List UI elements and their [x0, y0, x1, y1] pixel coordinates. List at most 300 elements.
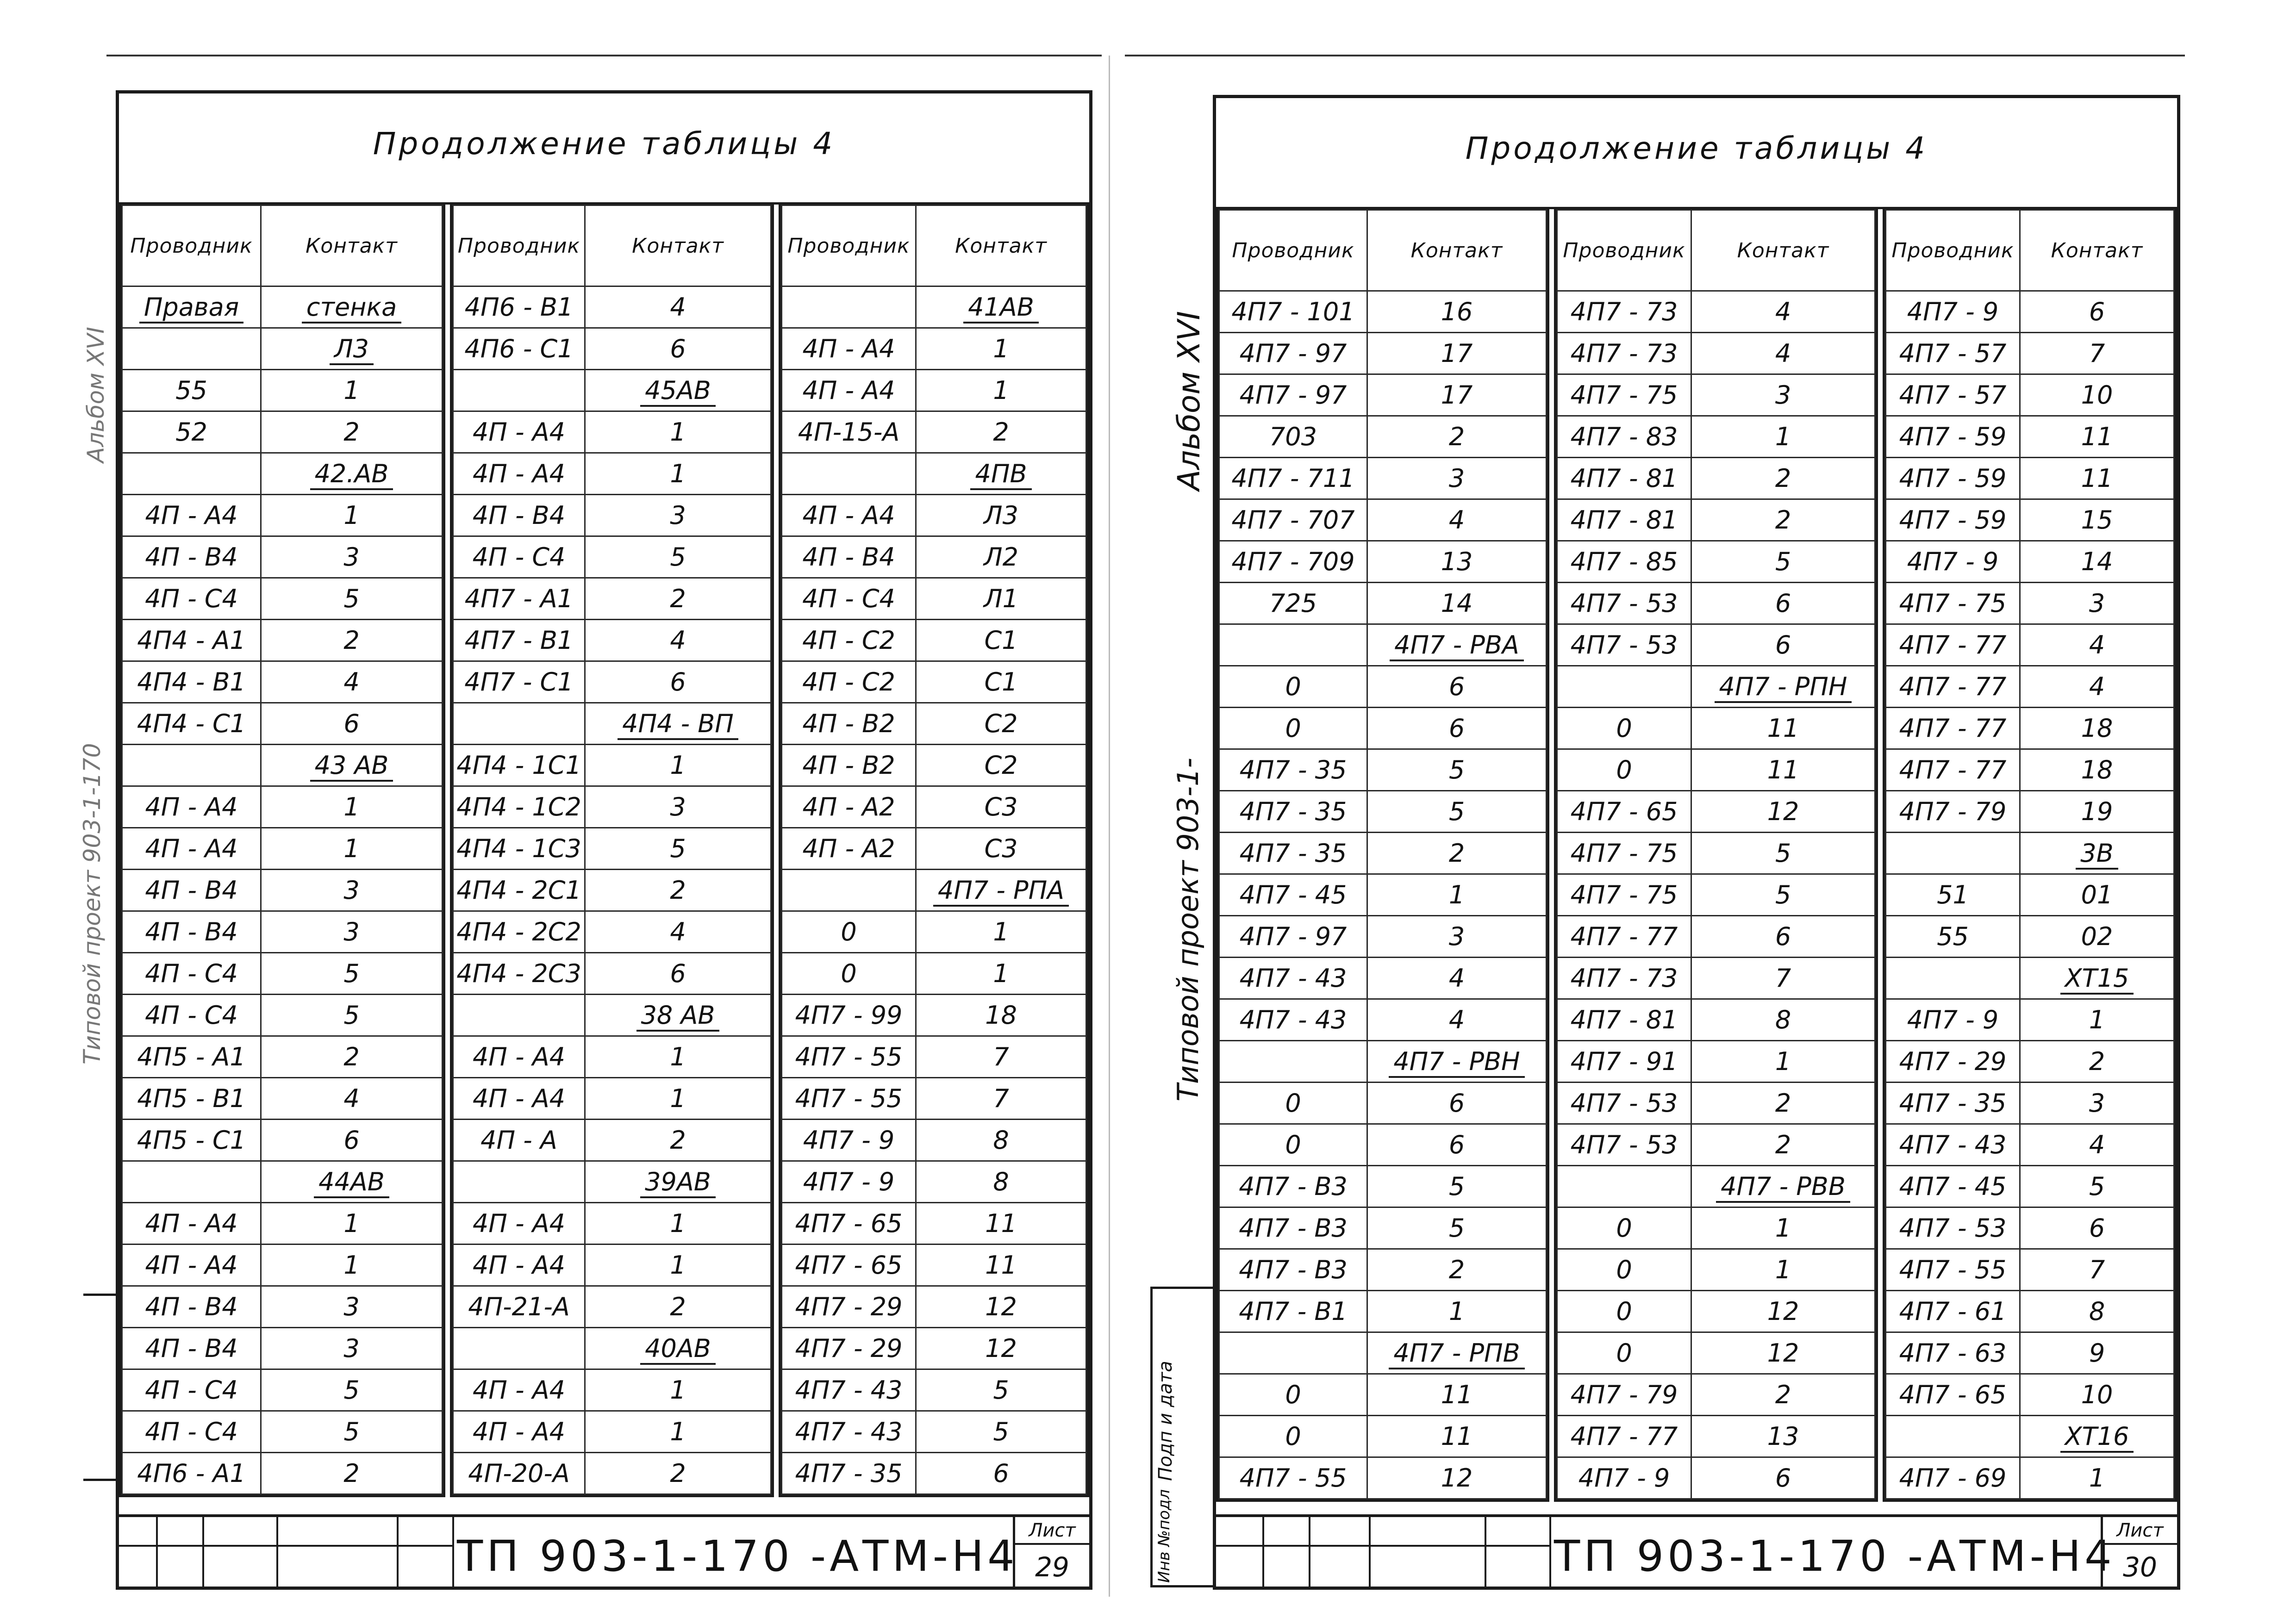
contact-cell — [585, 328, 771, 370]
conductor-cell — [1557, 1041, 1691, 1083]
contact-cell — [2020, 999, 2174, 1041]
contact-value: С1 — [984, 667, 1018, 697]
conductor-value: 4П - В2 — [802, 751, 895, 780]
contact-value: 3 — [2089, 589, 2105, 618]
conductor-value: 4П7 - 53 — [1570, 1089, 1678, 1118]
conductor-cell — [1219, 1207, 1367, 1249]
contact-cell — [1367, 999, 1547, 1041]
conductor-value: 4П7 - 9 — [803, 1126, 895, 1155]
table-row — [1557, 499, 1875, 541]
contact-value: 1 — [1448, 880, 1465, 909]
contact-value: 19 — [2081, 797, 2113, 826]
conductor-value: 4П7 - 29 — [795, 1334, 903, 1363]
table-row — [782, 1203, 1086, 1244]
conductor-value: 4П7 - В3 — [1239, 1213, 1348, 1243]
table-row — [782, 453, 1086, 495]
conductor-cell — [1557, 1457, 1691, 1499]
table-row — [1557, 916, 1875, 958]
table-row — [453, 786, 771, 828]
table-row — [1886, 1207, 2174, 1249]
conductor-value: 4П7 - 75 — [1570, 839, 1678, 868]
contact-cell — [1691, 374, 1875, 416]
table-row — [122, 328, 443, 370]
contact-value: 1 — [993, 917, 1009, 946]
contact-value: 5 — [2089, 1172, 2105, 1201]
conductor-cell — [1219, 624, 1367, 666]
conductor-value: 4П7 - 65 — [1899, 1380, 2007, 1409]
conductor-value: 4П7 - 75 — [1570, 880, 1678, 909]
conductor-cell — [1557, 1374, 1691, 1416]
conductor-value: 4П7 - 45 — [1899, 1172, 2007, 1201]
conductor-cell — [1557, 291, 1691, 333]
table-row — [453, 536, 771, 578]
contact-cell — [2020, 583, 2174, 624]
conductor-value: 4П4 - С1 — [137, 709, 246, 738]
contact-cell — [2020, 416, 2174, 458]
contact-value: 1 — [343, 1209, 360, 1238]
contact-value: 7 — [2089, 339, 2105, 368]
contact-cell — [585, 620, 771, 661]
contact-value: 1 — [1448, 1297, 1465, 1326]
contact-value: 11 — [1767, 714, 1799, 743]
conductor-cell — [453, 1453, 585, 1494]
table-row — [1219, 624, 1547, 666]
conductor-value: 4П7 - 35 — [795, 1459, 903, 1488]
conductor-cell — [1886, 666, 2020, 708]
conductor-value: 4П - В4 — [145, 542, 238, 572]
conductor-cell — [453, 1078, 585, 1120]
conductor-cell — [782, 578, 916, 620]
table-row — [122, 911, 443, 953]
sheet-label: Лист — [1015, 1520, 1089, 1545]
table-row — [1219, 1249, 1547, 1291]
contact-cell — [1691, 458, 1875, 499]
contact-cell — [1367, 1416, 1547, 1457]
table-row — [1219, 1457, 1547, 1499]
contact-cell — [1367, 874, 1547, 916]
conductor-value: 4П4 - 2С1 — [456, 876, 581, 905]
table-row — [122, 1453, 443, 1494]
col-header-contact: Контакт — [916, 205, 1086, 286]
contact-cell — [1691, 624, 1875, 666]
data-table — [452, 205, 772, 1495]
table-row — [122, 1120, 443, 1161]
conductor-cell — [453, 1161, 585, 1203]
contact-cell — [585, 1120, 771, 1161]
table-row — [1886, 1124, 2174, 1166]
conductor-cell — [782, 1286, 916, 1328]
contact-value: 7 — [1775, 964, 1791, 993]
conductor-cell — [1219, 999, 1367, 1041]
conductor-value: 4П7 - 77 — [1899, 714, 2007, 743]
conductor-value: 4П - В4 — [802, 542, 895, 572]
conductor-value: 4П7 - 53 — [1570, 1130, 1678, 1159]
table-row — [453, 870, 771, 911]
contact-cell — [2020, 874, 2174, 916]
conductor-value: 0 — [1616, 1338, 1632, 1368]
contact-value: Л1 — [984, 584, 1018, 613]
conductor-value: 4П7 - 83 — [1570, 422, 1678, 451]
conductor-value: 4П - А4 — [472, 1084, 566, 1113]
conductor-value: 4П7 - В1 — [464, 626, 574, 655]
table-row — [1886, 1291, 2174, 1332]
table-row — [453, 495, 771, 536]
drawing-code: ТП 903-1-170 -АТМ-Н4 — [457, 1531, 1018, 1581]
table-row — [122, 1411, 443, 1453]
fold-line — [1109, 56, 1110, 1597]
contact-cell — [261, 1203, 443, 1244]
conductor-cell — [122, 1203, 261, 1244]
table-row — [1219, 708, 1547, 749]
table-row — [1557, 791, 1875, 833]
contact-value: 8 — [993, 1126, 1009, 1155]
conductor-value: 0 — [1285, 714, 1301, 743]
contact-value: 3В — [2076, 839, 2118, 870]
table-row — [1886, 1416, 2174, 1457]
contact-cell — [1367, 749, 1547, 791]
contact-cell — [585, 1161, 771, 1203]
conductor-value: 4П7 - 53 — [1570, 630, 1678, 660]
contact-cell — [2020, 1457, 2174, 1499]
contact-cell — [1367, 1249, 1547, 1291]
contact-cell — [916, 1036, 1086, 1078]
table-block-3 — [779, 205, 1089, 1497]
conductor-value: 4П7 - 9 — [1907, 297, 1999, 326]
contact-cell — [1367, 791, 1547, 833]
conductor-cell — [782, 328, 916, 370]
table-row — [1886, 416, 2174, 458]
conductor-cell — [122, 745, 261, 786]
table-row — [122, 661, 443, 703]
contact-value: 2 — [343, 1042, 360, 1071]
table-row — [1219, 416, 1547, 458]
conductor-value: 4П7 - В1 — [1239, 1297, 1348, 1326]
sheet-number-box — [2101, 1517, 2177, 1587]
contact-value: 1 — [1775, 422, 1791, 451]
table-row — [1886, 833, 2174, 874]
contact-value: 8 — [1775, 1005, 1791, 1034]
contact-value: 4 — [670, 626, 686, 655]
contact-value: 2 — [670, 876, 686, 905]
table-row — [1219, 458, 1547, 499]
conductor-cell — [1886, 1166, 2020, 1207]
table-row — [122, 870, 443, 911]
contact-cell — [1691, 291, 1875, 333]
contact-value: 42.АВ — [310, 459, 393, 490]
conductor-value: 4П7 - 77 — [1899, 630, 2007, 660]
conductor-value: 51 — [1937, 880, 1969, 909]
conductor-value: 4П - А4 — [802, 501, 895, 530]
contact-value: 3 — [1448, 922, 1465, 951]
table-row — [122, 745, 443, 786]
contact-value: 01 — [2081, 880, 2113, 909]
conductor-value: 4П - С4 — [145, 584, 238, 613]
table-row — [1886, 291, 2174, 333]
contact-value: 2 — [1775, 505, 1791, 535]
contact-value: 1 — [343, 376, 360, 405]
contact-cell — [261, 703, 443, 745]
contact-cell — [585, 703, 771, 745]
contact-value: С3 — [984, 792, 1018, 821]
conductor-cell — [1886, 791, 2020, 833]
contact-value: 2 — [670, 1126, 686, 1155]
contact-value: 7 — [993, 1042, 1009, 1071]
conductor-cell — [122, 1286, 261, 1328]
contact-cell — [261, 1328, 443, 1369]
conductor-value: 4П5 - А1 — [137, 1042, 246, 1071]
contact-cell — [1367, 291, 1547, 333]
contact-value: 4П4 - ВП — [618, 709, 738, 740]
contact-value: 18 — [2081, 714, 2113, 743]
contact-cell — [585, 745, 771, 786]
contact-value: 5 — [343, 584, 360, 613]
table-row — [122, 786, 443, 828]
contact-cell — [585, 1244, 771, 1286]
contact-cell — [585, 1328, 771, 1369]
contact-cell — [1691, 1332, 1875, 1374]
contact-value: 12 — [1767, 1338, 1799, 1368]
contact-value: 44АВ — [314, 1167, 389, 1198]
table-row — [1886, 999, 2174, 1041]
contact-cell — [2020, 374, 2174, 416]
conductor-value: 4П4 - 1С3 — [456, 834, 581, 863]
contact-cell — [585, 1036, 771, 1078]
table-row — [122, 1203, 443, 1244]
contact-value: 3 — [670, 501, 686, 530]
table-row — [782, 495, 1086, 536]
contact-cell — [585, 453, 771, 495]
contact-cell — [1691, 1166, 1875, 1207]
table-row — [122, 828, 443, 870]
table-row — [1557, 1083, 1875, 1124]
table-row — [1219, 1083, 1547, 1124]
conductor-cell — [1557, 999, 1691, 1041]
sheet-number: 29 — [1035, 1551, 1069, 1583]
conductor-cell — [122, 328, 261, 370]
conductor-cell — [782, 1078, 916, 1120]
conductor-cell — [782, 411, 916, 453]
conductor-cell — [1886, 541, 2020, 583]
table-row — [1219, 999, 1547, 1041]
conductor-value: 4П - А — [480, 1126, 557, 1155]
table-row — [122, 370, 443, 411]
conductor-cell — [453, 1120, 585, 1161]
conductor-cell — [782, 995, 916, 1036]
conductor-value: 4П - А2 — [802, 792, 895, 821]
conductor-cell — [1886, 1332, 2020, 1374]
contact-cell — [2020, 291, 2174, 333]
conductor-cell — [1219, 1374, 1367, 1416]
table-row — [782, 411, 1086, 453]
conductor-cell — [122, 995, 261, 1036]
table-row — [1886, 1332, 2174, 1374]
conductor-value: 4П - С4 — [802, 584, 895, 613]
contact-cell — [1691, 1291, 1875, 1332]
table-row — [122, 536, 443, 578]
conductor-value: 4П7 - 55 — [1899, 1255, 2007, 1284]
conductor-value: 4П7 - 53 — [1570, 589, 1678, 618]
table-row — [1557, 666, 1875, 708]
conductor-cell — [1557, 833, 1691, 874]
table-row — [1557, 1166, 1875, 1207]
conductor-value: 4П4 - 2С3 — [456, 959, 581, 988]
conductor-value: 4П - С2 — [802, 626, 895, 655]
conductor-cell — [122, 911, 261, 953]
table-block-2 — [1554, 209, 1878, 1502]
conductor-cell — [1886, 583, 2020, 624]
conductor-value: 4П - С2 — [802, 667, 895, 697]
margin-inv-label: Инв №подл — [1155, 1489, 1173, 1583]
conductor-cell — [122, 661, 261, 703]
table-row — [1557, 458, 1875, 499]
contact-cell — [916, 1078, 1086, 1120]
conductor-value: 4П5 - С1 — [137, 1126, 246, 1155]
contact-cell — [916, 1453, 1086, 1494]
conductor-value: 4П7 - 29 — [795, 1292, 903, 1321]
table-row — [782, 1036, 1086, 1078]
table-row — [453, 828, 771, 870]
conductor-cell — [1886, 374, 2020, 416]
contact-cell — [1691, 916, 1875, 958]
table-row — [1557, 708, 1875, 749]
contact-value: 1 — [670, 417, 686, 447]
conductor-value: 4П-20-А — [468, 1459, 570, 1488]
conductor-value: 4П - А4 — [802, 334, 895, 363]
contact-cell — [585, 411, 771, 453]
conductor-cell — [1219, 374, 1367, 416]
title-block — [1216, 1514, 2177, 1587]
contact-value: 12 — [1767, 1297, 1799, 1326]
table-row — [1886, 916, 2174, 958]
conductor-cell — [1557, 916, 1691, 958]
conductor-cell — [782, 745, 916, 786]
contact-value: 4П7 - РПА — [933, 876, 1069, 907]
conductor-cell — [453, 1036, 585, 1078]
contact-cell — [261, 1078, 443, 1120]
contact-value: 17 — [1441, 380, 1473, 410]
contact-cell — [1367, 1041, 1547, 1083]
contact-cell — [916, 828, 1086, 870]
conductor-value: 4П4 - 1С1 — [456, 751, 581, 780]
conductor-value: 4П7 - 43 — [1899, 1130, 2007, 1159]
conductor-value: 4П7 - 101 — [1231, 297, 1355, 326]
conductor-cell — [1219, 291, 1367, 333]
contact-value: 39АВ — [640, 1167, 716, 1198]
conductor-cell — [782, 1244, 916, 1286]
conductor-cell — [1219, 749, 1367, 791]
conductor-value: 4П7 - 59 — [1899, 505, 2007, 535]
contact-cell — [1367, 624, 1547, 666]
contact-cell — [2020, 458, 2174, 499]
table-row — [1886, 499, 2174, 541]
contact-value: 7 — [993, 1084, 1009, 1113]
contact-cell — [2020, 1374, 2174, 1416]
table-row — [1886, 374, 2174, 416]
contact-cell — [585, 911, 771, 953]
contact-cell — [1367, 541, 1547, 583]
contact-cell — [1367, 958, 1547, 999]
conductor-value: 0 — [1285, 1130, 1301, 1159]
conductor-cell — [122, 495, 261, 536]
contact-value: 5 — [343, 1417, 360, 1446]
contact-value: 6 — [1448, 714, 1465, 743]
contact-cell — [1367, 1166, 1547, 1207]
col-header-conductor: Проводник — [1557, 210, 1691, 291]
conductor-value: 4П - А4 — [472, 1417, 566, 1446]
contact-cell — [261, 536, 443, 578]
sheet-number-box — [1013, 1517, 1089, 1587]
contact-cell — [1367, 1457, 1547, 1499]
conductor-cell — [1557, 1124, 1691, 1166]
contact-cell — [1691, 1207, 1875, 1249]
conductor-cell — [1219, 1291, 1367, 1332]
contact-cell — [2020, 1124, 2174, 1166]
table-row — [453, 661, 771, 703]
contact-cell — [916, 620, 1086, 661]
conductor-value: 0 — [1285, 1422, 1301, 1451]
contact-cell — [1367, 458, 1547, 499]
contact-cell — [1691, 1374, 1875, 1416]
table-row — [1219, 541, 1547, 583]
conductor-cell — [122, 411, 261, 453]
table-row — [453, 1453, 771, 1494]
contact-cell — [1691, 666, 1875, 708]
conductor-value: 4П7 - 43 — [795, 1417, 903, 1446]
contact-value: 4ПВ — [970, 459, 1031, 490]
table-row — [1886, 1083, 2174, 1124]
table-row — [782, 536, 1086, 578]
contact-cell — [916, 411, 1086, 453]
conductor-cell — [1886, 333, 2020, 374]
contact-value: 6 — [1775, 922, 1791, 951]
contact-cell — [1691, 791, 1875, 833]
contact-cell — [261, 578, 443, 620]
conductor-cell — [782, 1369, 916, 1411]
table-row — [453, 286, 771, 328]
conductor-cell — [122, 828, 261, 870]
conductor-cell — [782, 1161, 916, 1203]
table-row — [1557, 1457, 1875, 1499]
contact-value: 10 — [2081, 380, 2113, 410]
table-row — [1886, 583, 2174, 624]
conductor-cell — [122, 703, 261, 745]
conductor-cell — [782, 286, 916, 328]
contact-value: 2 — [670, 584, 686, 613]
conductor-value: 4П - А4 — [472, 459, 566, 488]
contact-cell — [585, 1286, 771, 1328]
conductor-cell — [122, 620, 261, 661]
conductor-value: 4П7 - 79 — [1570, 1380, 1678, 1409]
conductor-cell — [1557, 1166, 1691, 1207]
conductor-cell — [453, 1244, 585, 1286]
contact-cell — [916, 1203, 1086, 1244]
conductor-cell — [782, 495, 916, 536]
table-row — [1557, 1207, 1875, 1249]
conductor-value: 4П7 - 77 — [1899, 755, 2007, 784]
contact-value: 18 — [2081, 755, 2113, 784]
conductor-cell — [1219, 1124, 1367, 1166]
conductor-value: 4П - В4 — [145, 1292, 238, 1321]
conductor-cell — [782, 786, 916, 828]
contact-cell — [585, 495, 771, 536]
contact-cell — [261, 1161, 443, 1203]
contact-value: 1 — [670, 1417, 686, 1446]
contact-value: 5 — [670, 542, 686, 572]
conductor-value: 4П7 - 63 — [1899, 1338, 2007, 1368]
contact-cell — [585, 1369, 771, 1411]
contact-value: 6 — [670, 334, 686, 363]
contact-cell — [2020, 1166, 2174, 1207]
